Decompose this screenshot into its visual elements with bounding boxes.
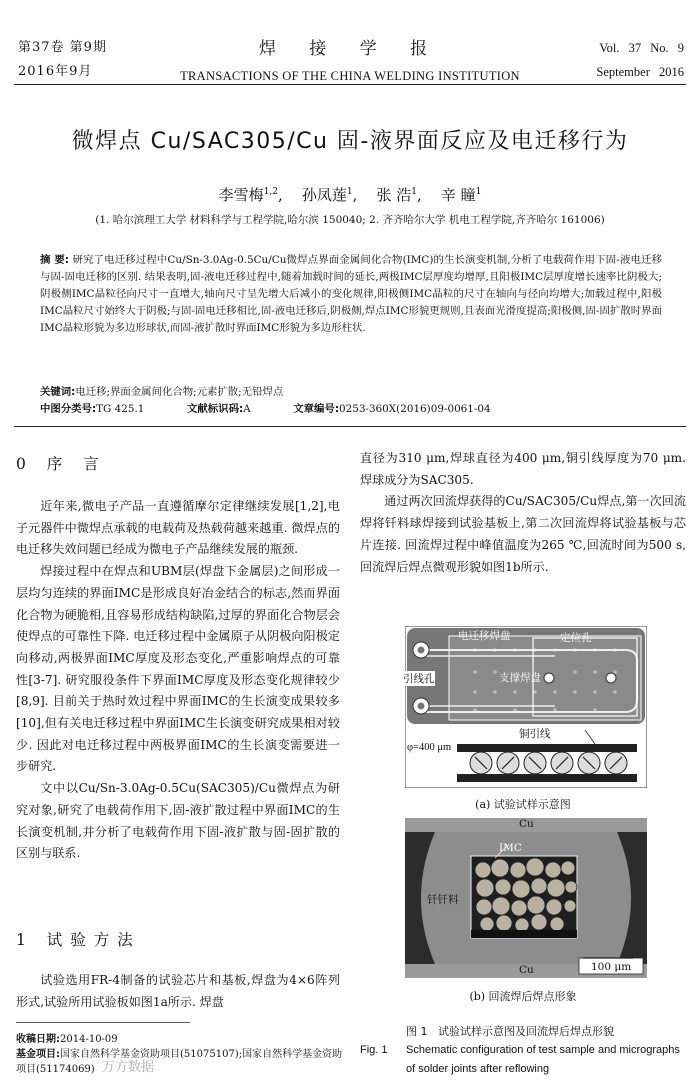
paragraph: 近年来,微电子产品一直遵循摩尔定律继续发展[1,2],电子元器件中微焊点承载的电载荷及热载荷越来越重. 微焊点的电迁移失效问题已经成为微电子产品继续发展的瓶颈. [16, 499, 340, 557]
journal-name-cn: 焊 接 学 报 [258, 39, 442, 59]
received-date: 2014-10-09 [60, 1034, 118, 1045]
date-cn: 2016年9月 [18, 64, 93, 79]
footnote [16, 1032, 346, 1077]
clc-code: TG 425.1 [96, 403, 145, 415]
date-en: September 2016 [596, 65, 684, 79]
scale-bar-label: 100 μm [591, 961, 632, 973]
article-meta [40, 384, 662, 418]
label-imc: IMC [499, 842, 522, 854]
locating-hole [606, 673, 616, 683]
fund-line [16, 1047, 346, 1077]
caption-cn-text: 试验试样示意图及回流焊后焊点形貌 [438, 1025, 614, 1038]
label-ball-diameter: φ=400 μm [407, 742, 452, 753]
test-board-schematic [405, 626, 647, 788]
running-header-center [0, 34, 700, 84]
running-header-right [596, 36, 684, 84]
label-lead-hole: 引线孔 [403, 673, 435, 685]
watermark: 万方数据 [102, 1060, 155, 1075]
paragraph: 文中以Cu/Sn-3.0Ag-0.5Cu(SAC305)/Cu微焊点为研究对象,研究了电载荷作用下,固-液扩散过程中界面IMC的生长演变机制,并分析了电载荷作用下固-液扩散与固-固扩散的区别与联系. [16, 781, 340, 861]
volume-cn: 第37卷 第9期 [18, 40, 107, 55]
received-line [16, 1032, 346, 1047]
abstract-text: 研究了电迁移过程中Cu/Sn-3.0Ag-0.5Cu/Cu微焊点界面金属间化合物(IMC)的生长演变机制,分析了电载荷作用下固-液电迁移与固-固电迁移的区别. 结果表明,固-液电迁移过程中,随着加载时间的延长,两极IMC层厚度均增厚,且阳极IMC层厚度增长速率比阴极大;阴极侧IMC晶粒径向尺寸一直增大,轴向尺寸呈先增大后减小的变化规律,阳极侧IMC晶粒的尺寸在轴向与径向均增大;加载过程中,阳极IMC晶粒尺寸始终大于阴极;与固-固电迁移相比,固-液电迁移后,阴极侧,焊点IMC形貌更规则,且表面光滑度提高;阳极侧,固-固扩散时界面IMC晶粒形貌为多边形球状,而固-液扩散时界面IMC形貌为多边形柱状. [40, 254, 662, 335]
author-sup: 1 [411, 187, 417, 197]
abstract-label: 摘 要: [40, 254, 70, 266]
footnote-rule [16, 1022, 190, 1023]
section-1-body-continued [360, 448, 686, 578]
locating-hole [544, 673, 554, 683]
author-sup: 1,2 [263, 187, 279, 197]
classification-line [40, 401, 662, 418]
article-title: 微焊点 Cu/SAC305/Cu 固-液界面反应及电迁移行为 [71, 129, 629, 154]
label-solder: 钎钎料 [427, 894, 459, 906]
author-name: 李雪梅 [218, 186, 264, 204]
caption-en-text: Schematic configuration of test sample and micrographs of solder joints after reflowing [406, 1044, 680, 1075]
label-cu-top: Cu [519, 818, 534, 830]
author-name: 张 浩 [376, 186, 412, 204]
paragraph: 通过两次回流焊获得的Cu/SAC305/Cu焊点,第一次回流焊将钎料球焊接到试验基板上,第二次回流焊将试验基板与芯片连接. 回流焊过程中峰值温度为265 ℃,回流时间为500 s,回流焊后焊点微观形貌如图1b所示. [360, 494, 686, 574]
section-0-body [16, 496, 340, 865]
keywords-label: 关键词: [40, 386, 76, 398]
abstract [40, 252, 662, 337]
paragraph: 焊接过程中在焊点和UBM层(焊盘下金属层)之间形成一层均匀连续的界面IMC是形成良好冶金结合的标志,然而界面化合物为硬脆相,且容易形成结构缺陷,过厚的界面化合物层会使焊点的可靠性下降. 电迁移过程中金属原子从阴极向阳极定向移动,两极界面IMC厚度及形态变化,严重影响焊点的可靠性[3-7]. 研究服役条件下界面IMC厚度及形态变化规律较少[8,9]. 目前关于热时效过程中界面IMC的生长演变成果较多[10],但有关电迁移过程中界面IMC生长演变研究成果相对较少. 因此对电迁移过程中两极界面IMC的生长演变需要进一步研究. [16, 564, 340, 774]
copper-lead [457, 744, 637, 752]
caption-cn-number: 图 1 [406, 1025, 428, 1038]
paragraph: 试验选用FR-4制备的试验芯片和基板,焊盘为4×6阵列形式,试验所用试验板如图1a所示. 焊盘 [16, 973, 340, 1009]
keywords-line [40, 384, 662, 401]
article-no: 0253-360X(2016)09-0061-04 [338, 403, 491, 415]
fund-label: 基金项目: [16, 1049, 60, 1060]
figure-1b-caption: (b) 回流焊后焊点形象 [469, 990, 577, 1003]
doc-code: A [243, 403, 251, 415]
author-name: 辛 瞳 [440, 186, 476, 204]
paragraph: 直径为310 μm,焊球直径为400 μm,铜引线厚度为70 μm. 焊球成分为SAC305. [360, 451, 686, 487]
caption-cn-line [360, 1022, 686, 1041]
keywords: 电迁移;界面金属间化合物;元素扩散;无铅焊点 [75, 386, 284, 398]
caption-en-number: Fig. 1 [360, 1044, 388, 1056]
author-list: 李雪梅$^{1,2}$, 孙凤莲$^1$, 张 浩$^1$, 辛 瞳$^1$ [218, 186, 482, 204]
affiliation: (1. 哈尔滨理工大学 材料科学与工程学院,哈尔滨 150040; 2. 齐齐哈尔大学 机电工程学院,齐齐哈尔 161006) [95, 214, 605, 226]
label-em-pad: 电迁移焊盘 [458, 630, 511, 642]
abstract-rule [14, 426, 686, 427]
figure-1a-caption: (a) 试验试样示意图 [475, 798, 571, 811]
label-locating-hole: 定位孔 [560, 632, 592, 644]
author-name: 孙凤莲 [301, 186, 347, 204]
author-sup: 1 [475, 187, 482, 197]
section-1-heading: 1 试验方法 [16, 931, 141, 949]
volume-en: Vol. 37 No. 9 [599, 41, 684, 55]
label-cu-bottom: Cu [519, 964, 534, 976]
header-rule [14, 84, 686, 85]
clc-label: 中图分类号: [40, 403, 97, 415]
doc-code-label: 文献标识码: [187, 403, 244, 415]
figure-1-caption [360, 1022, 686, 1079]
received-label: 收稿日期: [16, 1034, 60, 1045]
label-copper-wire: 铜引线 [519, 728, 551, 740]
figure-1b [405, 818, 647, 978]
section-1-body [16, 970, 340, 1013]
figure-1a [405, 626, 647, 788]
caption-en-line [360, 1041, 686, 1079]
fund-text: 国家自然科学基金资助项目(51075107);国家自然科学基金资助项目(51174069) [16, 1049, 343, 1075]
journal-name-en: TRANSACTIONS OF THE CHINA WELDING INSTITUTION [180, 69, 520, 83]
author-sup: 1 [346, 187, 353, 197]
article-no-label: 文章编号: [293, 403, 339, 415]
section-0-heading: 0 序 言 [16, 455, 107, 473]
label-support-pad: 支撑焊盘 [499, 672, 541, 684]
